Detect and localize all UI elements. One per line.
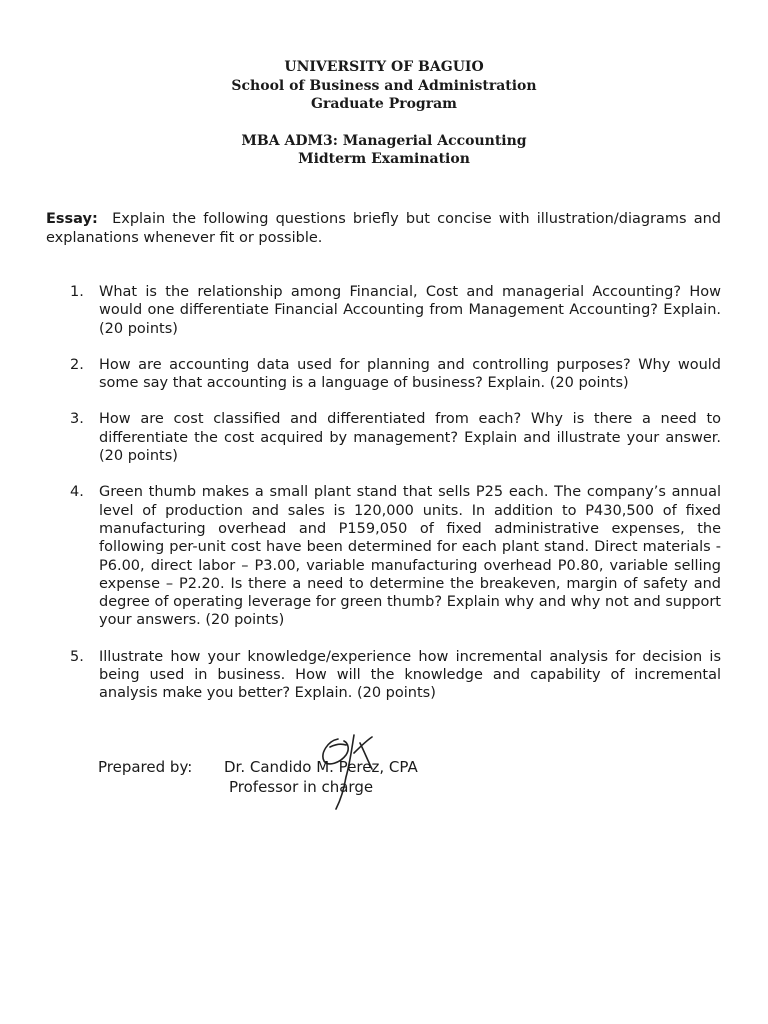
school-name: School of Business and Administration: [231, 77, 537, 94]
question-number: 5.: [70, 648, 84, 665]
signature-block: [98, 757, 698, 797]
program-name: Graduate Program: [311, 96, 457, 112]
question-item: [70, 410, 721, 465]
prepared-by-label: Prepared by:: [98, 758, 193, 776]
question-number: 1.: [70, 284, 84, 300]
question-number: 2.: [70, 356, 84, 373]
question-text: How are cost classified and differentiated from each? Why is there a need to differentiate the cost acquired by management? Explain and illustrate your answer. (20 points): [99, 411, 721, 465]
question-text: Green thumb makes a small plant stand that sells P25 each. The company’s annual level of production and sales is 120,000 units. In addition to P430,500 of fixed manufacturing overhead and P159,050 of fixed administrative expenses, the following per-unit cost have been determined for each plant stand. Direct materials - P6.00, direct labor – P3.00, variable manufacturing overhead P0.80, variable selling expense – P2.20. Is there a need to determine the breakeven, margin of safety and degree of operating leverage for green thumb? Explain why and why not and support your answers. (20 points): [99, 484, 721, 629]
preparer-title: Professor in charge: [229, 778, 374, 796]
question-text: Illustrate how your knowledge/experience how incremental analysis for decision is being used in business. How will the knowledge and capability of incremental analysis make you better? Explain. (20 points): [99, 648, 721, 702]
question-text: How are accounting data used for planning and controlling purposes? Why would some say that accounting is a language of business? Explain. (20 points): [99, 356, 721, 392]
essay-instructions: [46, 210, 721, 248]
question-number: 3.: [70, 411, 84, 428]
question-item: [70, 648, 721, 703]
question-text: What is the relationship among Financial, Cost and managerial Accounting? How would one differentiate Financial Accounting from Management Accounting? Explain. (20 points): [99, 284, 721, 337]
question-item: [70, 483, 721, 629]
exam-header: [0, 58, 768, 169]
exam-title: Midterm Examination: [298, 151, 470, 167]
signature-row: [98, 757, 698, 777]
question-list: [0, 283, 768, 721]
essay-instruction-text: Explain the following questions briefly but concise with illustration/diagrams and explanations whenever fit or possible.: [46, 211, 722, 246]
question-item: [70, 356, 721, 393]
header-spacer: [0, 114, 768, 132]
preparer-name: Dr. Candido M. Perez, CPA: [224, 758, 418, 776]
course-title: MBA ADM3: Managerial Accounting: [241, 132, 527, 149]
university-name: UNIVERSITY OF BAGUIO: [284, 59, 484, 75]
essay-label: Essay:: [46, 211, 98, 227]
question-number: 4.: [70, 484, 84, 501]
question-item: [70, 283, 721, 338]
